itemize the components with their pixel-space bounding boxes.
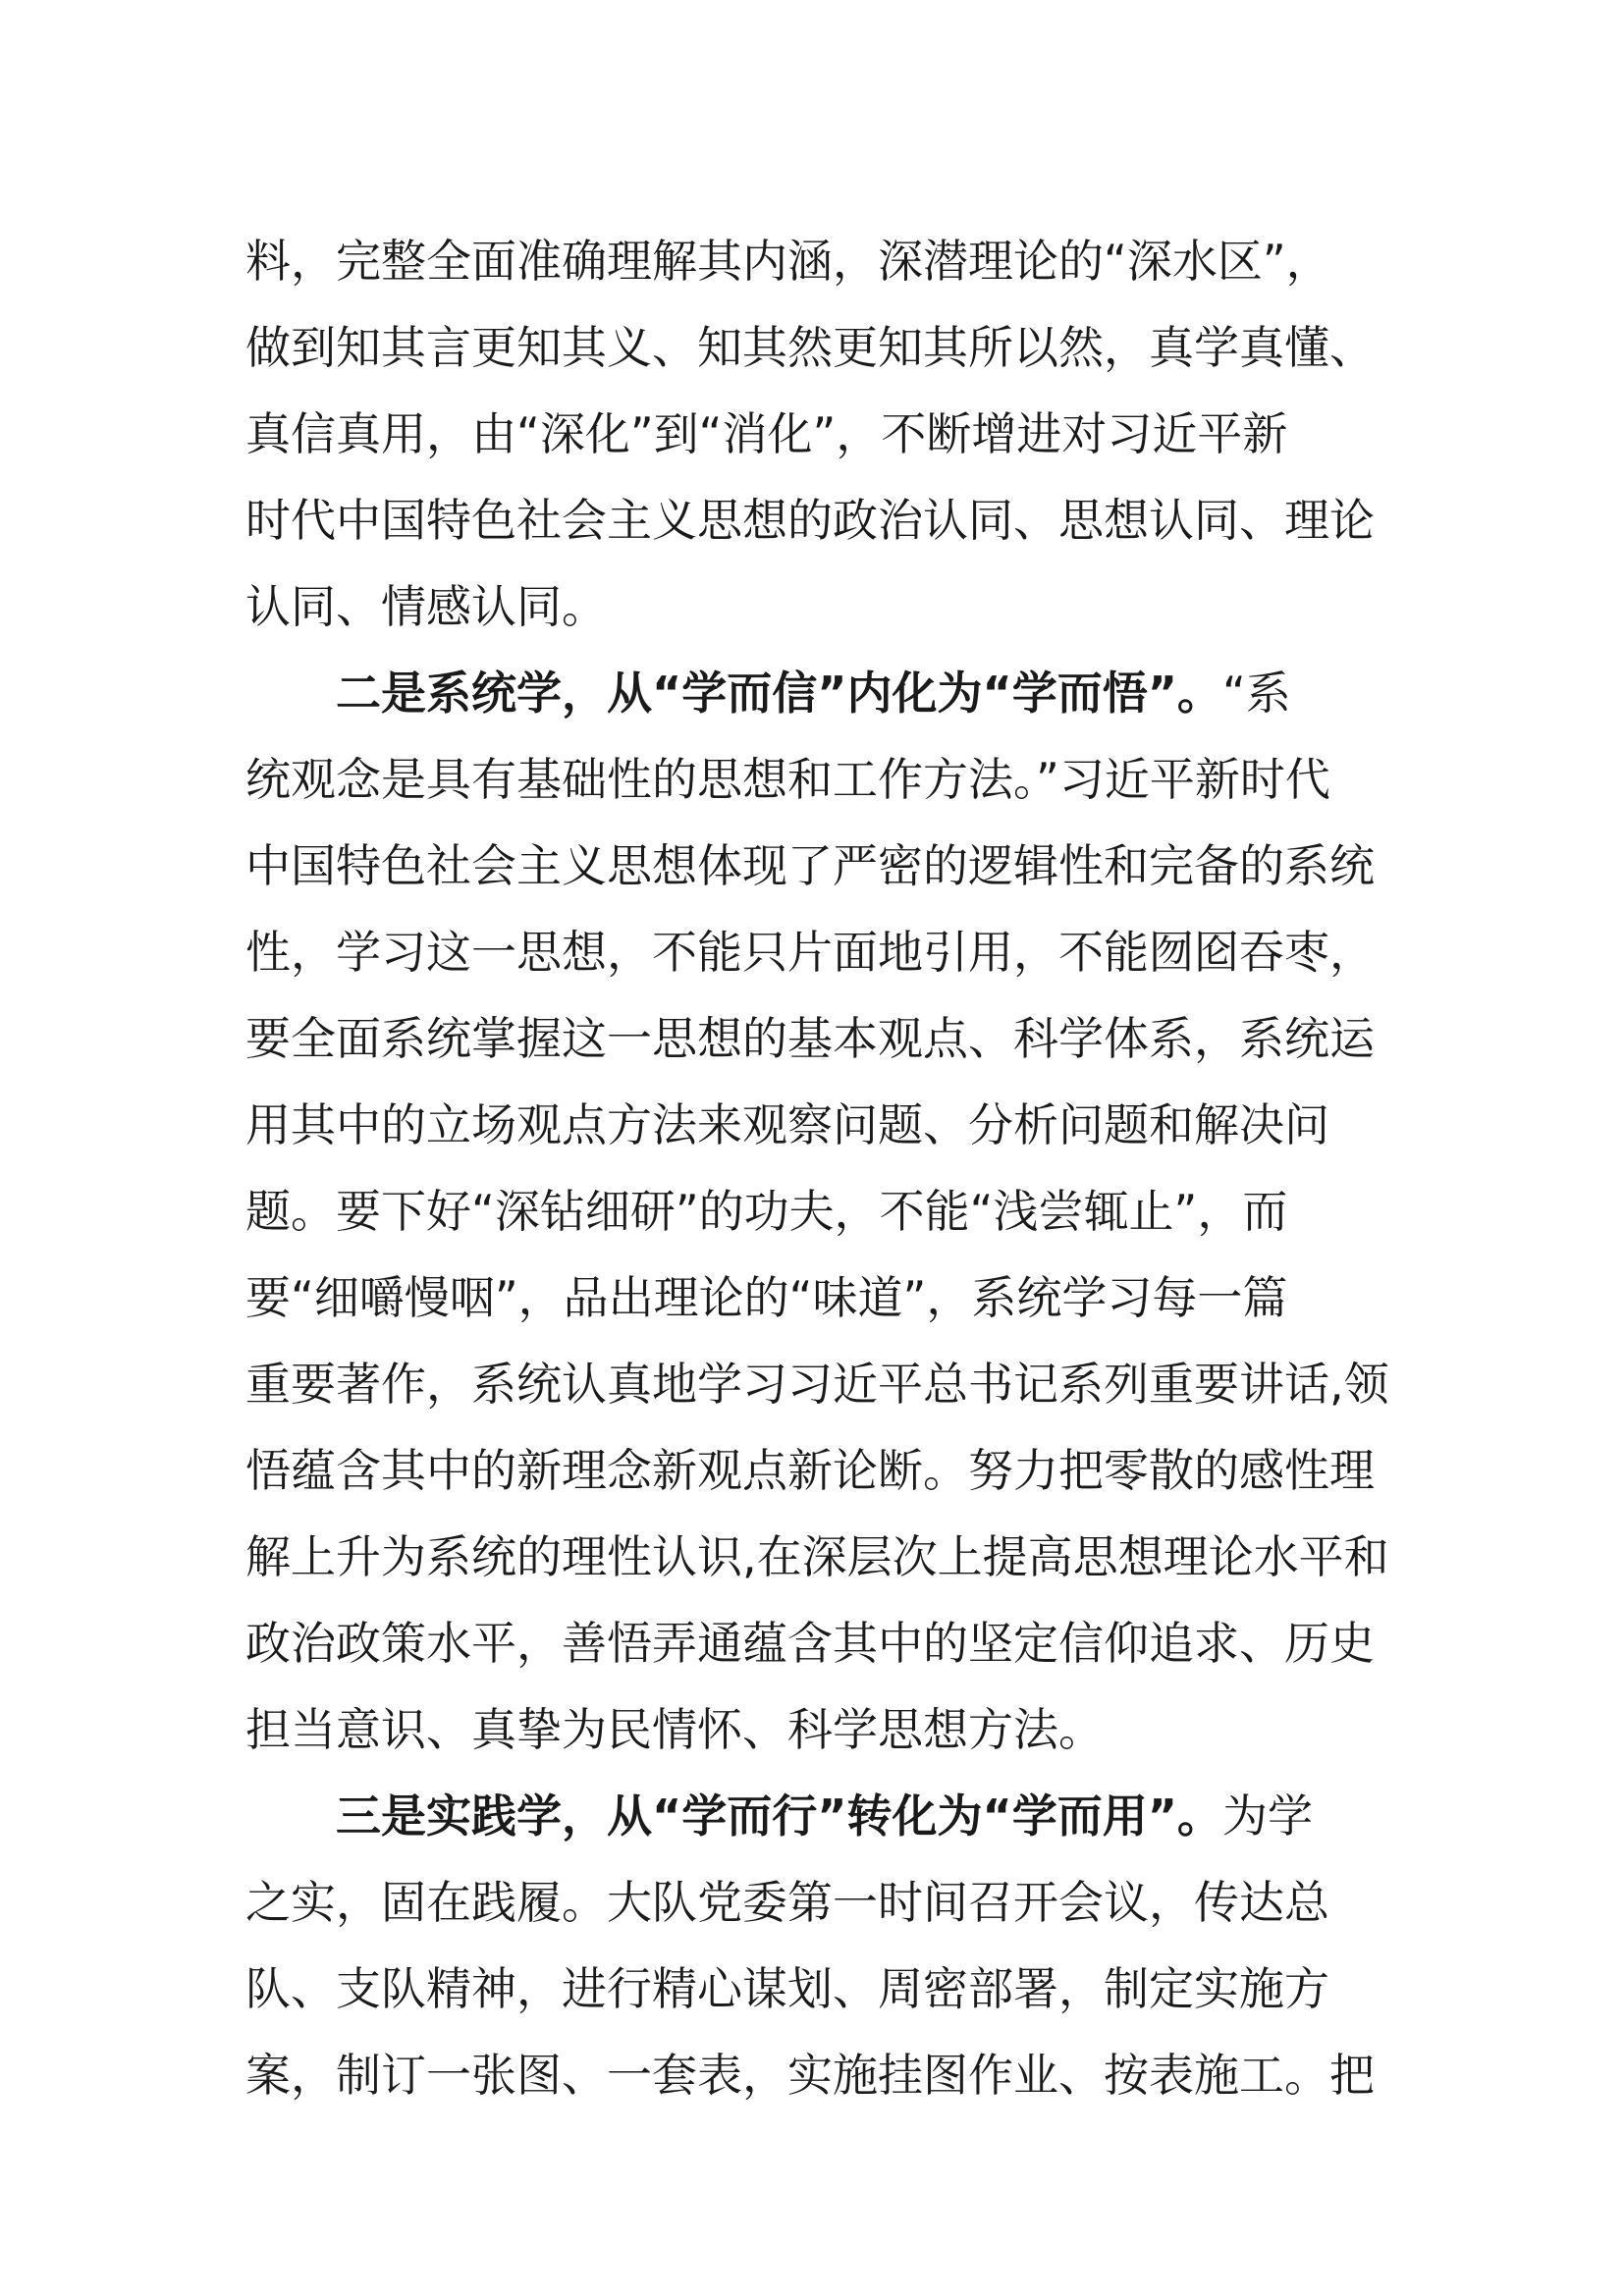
text-line-9: 性，学习这一思想，不能只片面地引用，不能囫囵吞枣， bbox=[245, 926, 1375, 979]
text-line-2: 做到知其言更知其义、知其然更知其所以然，真学真懂、 bbox=[245, 321, 1375, 374]
text-line-8: 中国特色社会主义思想体现了严密的逻辑性和完备的系统 bbox=[245, 839, 1375, 892]
section-heading-3-title: 三是实践学，从“学而行”转化为“学而用”。 bbox=[336, 1789, 1222, 1842]
text-line-20: 之实，固在践履。大队党委第一时间召开会议，传达总 bbox=[245, 1876, 1329, 1929]
text-line-13: 要“细嚼慢咽”，品出理论的“味道”，系统学习每一篇 bbox=[245, 1271, 1288, 1324]
text-line-5: 认同、情感认同。 bbox=[245, 580, 607, 633]
text-line-1: 料，完整全面准确理解其内涵，深潜理论的“深水区”， bbox=[245, 235, 1331, 288]
text-line-16: 解上升为系统的理性认识,在深层次上提高思想理论水平和 bbox=[245, 1530, 1389, 1583]
text-line-4: 时代中国特色社会主义思想的政治认同、思想认同、理论 bbox=[245, 494, 1375, 547]
text-line-14: 重要著作，系统认真地学习习近平总书记系列重要讲话,领 bbox=[245, 1358, 1389, 1411]
text-line-21: 队、支队精神，进行精心谋划、周密部署，制定实施方 bbox=[245, 1962, 1329, 2015]
text-line-7: 统观念是具有基础性的思想和工作方法。”习近平新时代 bbox=[245, 753, 1330, 806]
text-line-17: 政治政策水平，善悟弄通蕴含其中的坚定信仰追求、历史 bbox=[245, 1617, 1375, 1670]
text-line-22: 案，制订一张图、一套表，实施挂图作业、按表施工。把 bbox=[245, 2049, 1375, 2102]
text-line-10: 要全面系统掌握这一思想的基本观点、科学体系，系统运 bbox=[245, 1012, 1375, 1065]
text-line-15: 悟蕴含其中的新理念新观点新论断。努力把零散的感性理 bbox=[245, 1444, 1375, 1497]
section-heading-2-title: 二是系统学，从“学而信”内化为“学而悟”。 bbox=[336, 667, 1222, 720]
text-line-11: 用其中的立场观点方法来观察问题、分析问题和解决问 bbox=[245, 1098, 1329, 1151]
section-heading-3: 三是实践学，从“学而行”转化为“学而用”。为学 bbox=[336, 1789, 1313, 1842]
text-line-3: 真信真用，由“深化”到“消化”，不断增进对习近平新 bbox=[245, 407, 1288, 460]
body-text bbox=[245, 218, 1389, 2118]
section-heading-2: 二是系统学，从“学而信”内化为“学而悟”。“系 bbox=[336, 667, 1291, 720]
text-line-12: 题。要下好“深钻细研”的功夫，不能“浅尝辄止”，而 bbox=[245, 1185, 1288, 1238]
text-line-18: 担当意识、真挚为民情怀、科学思想方法。 bbox=[245, 1703, 1104, 1756]
